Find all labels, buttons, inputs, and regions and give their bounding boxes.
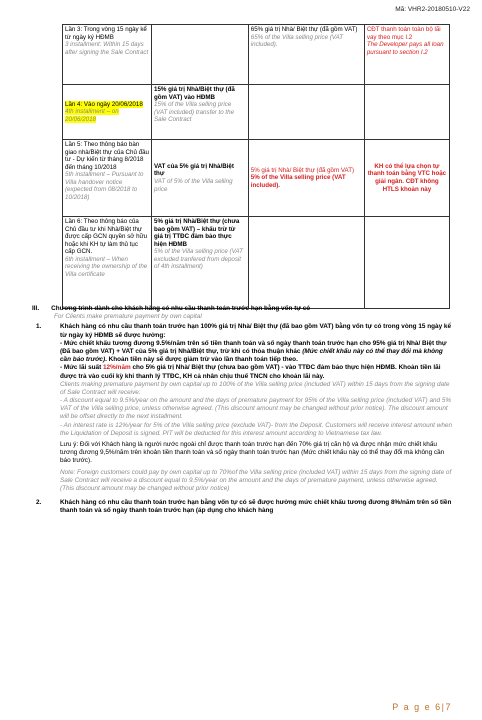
deposit-cell [152, 25, 249, 85]
item-intro: Khách hàng có nhu cầu thanh toán trước hạn 100% giá trị Nhà/ Biệt thự (đã bao gồm VAT) bằng vốn tự có trong vòng 15 ngày kể từ ngày ký HĐMB sẽ được hưởng: [60, 323, 452, 339]
english-discount: - A discount equal to 9.5%/year on the amount and the days of premature payment for 95% of the Villa selling price (included VAT) and 5% VAT of the Villa selling price, unless otherwise agreed. (This discount amount may be changed without prior notice). The discount amount will be offset directly to the next installment. [60, 397, 452, 421]
deposit-cell [152, 140, 249, 217]
page-footer [392, 702, 452, 712]
page-label: P a g e [392, 702, 432, 712]
section-subtitle: For Clients make premature payment by own capital [54, 313, 202, 321]
table-row [63, 140, 450, 217]
table-row [63, 217, 450, 309]
deposit-cell [152, 217, 249, 309]
english-intro: Clients making premature payment by own capital up to 100% of the Villa selling price (included VAT) within 15 days from the signing date of Sale Contract will receive: [60, 380, 450, 396]
section-numeral: III. [32, 305, 40, 312]
prepayment-section [32, 305, 452, 516]
installment-note: 6th installment – When receiving the ownership of the Villa certificate [65, 255, 148, 278]
item-body [60, 323, 452, 493]
deposit-label: VAT của 5% giá trị Nhà/Biệt thự [154, 162, 234, 178]
installment-label: Lần 6: Theo thông báo của Chủ đầu tư khi Nhà/Biệt thự được cấp GCN quyền sở hữu hoặc khi KH tự làm thủ tục cấp GCN. [65, 218, 148, 256]
installment-label: Lần 3: Trong vòng 15 ngày kể từ ngày ký HĐMB [65, 26, 147, 41]
interest-bullet: - Mức lãi suất 12%/năm cho 5% giá trị Nhà/ Biệt thự (chưa bao gồm VAT) - vào TTĐC đảm bảo thực hiện HĐMB. Khoản tiền lãi được trả vào cuối kỳ khi thanh lý TTĐC, KH cả nhân chịu thuế TNCN cho khoản lãi này. [60, 364, 441, 380]
installment-note: 4th installment – on 20/06/2018 [65, 108, 119, 123]
installment-cell [63, 25, 152, 85]
remark-note: The Developer pays all loan pursuant to section I.2 [366, 41, 444, 56]
installment-label: Lần 5: Theo thông báo bàn giao nhà/Biệt thự của Chủ đầu tư - Dự kiến từ tháng 8/2018 đến tháng 10/2018 [65, 141, 149, 171]
installment-label: Lần 4: Vào ngày 20/06/2018 [65, 100, 143, 108]
section-title: Chương trình dành cho khách hàng có nhu cầu thanh toán trước hạn bằng vốn tự có [51, 305, 311, 312]
installment-cell [63, 85, 152, 140]
table-row [63, 25, 450, 85]
section-heading [32, 305, 452, 313]
payment-label: 5% giá trị Nhà/ Biệt thự (đã gồm VAT) [250, 166, 355, 174]
installment-cell [63, 217, 152, 309]
payment-note: 5% of the Villa selling price (VAT included). [250, 174, 346, 189]
english-interest: - An interest rate is 12%/year for 5% of the Villa selling price (exclude VAT)- from the Deposit. Customers will receive interest amount when the Liquidation of Deposit is signed. PIT will be deducted for this interest amount according to Vietnamese tax law. [60, 421, 453, 437]
remark-label: CĐT thanh toán toàn bộ lãi vay theo mục I.2 [366, 26, 441, 41]
list-item [32, 323, 452, 493]
remark-label: KH có thể lựa chọn tự thanh toán bằng VTC hoặc giải ngân. CĐT không HTLS khoản này [367, 162, 447, 193]
remark-cell [364, 25, 449, 85]
foreign-note: Lưu ý: Đối với Khách hàng là người nước ngoài chỉ được thanh toán trước hạn đến 70% giá trị căn hộ và được nhận mức chiết khấu tương đương 9,5%/năm trên khoản tiền thanh toán và số ngày thanh toán trước hạn (Mức chiết khấu này có thể thay đổi mà không cần báo trước). [60, 441, 445, 465]
installment-cell [63, 140, 152, 217]
table-row [63, 85, 450, 140]
deposit-note: 15% of the Villa selling price (VAT included) transfer to the Sale Contract [154, 101, 235, 124]
payment-cell [248, 85, 364, 140]
deposit-cell [152, 85, 249, 140]
installment-note: 3 installment: Within 15 days after signing the Sale Contract [65, 41, 149, 56]
installment-note: 5th installment – Pursuant to Villa handover notice (expected from 08/2018 to 10/2018) [65, 171, 144, 201]
deposit-label: 5% giá trị Nhà/Biệt thự (chưa bao gồm VAT) – khấu trừ từ giá trị TTĐC đảm bảo thực hiện HĐMB [154, 218, 240, 248]
remark-cell [364, 217, 449, 309]
list-item [32, 499, 452, 515]
payment-cell [248, 217, 364, 309]
deposit-note: 5% of the Villa selling price (VAT excluded tranfered from deposit of 4th installment) [154, 248, 243, 271]
deposit-note: VAT of 5% of the Villa selling price [154, 178, 233, 193]
remark-cell [364, 140, 449, 217]
payment-cell [248, 140, 364, 217]
remark-cell [364, 85, 449, 140]
page-separator: | [441, 702, 446, 712]
item-number: 1. [36, 323, 42, 331]
payment-note: 65% of the Villa selling price (VAT included). [250, 33, 344, 49]
deposit-label: 15% giá trị Nhà/Biệt thự (đã gồm VAT) vào HĐMB [154, 86, 235, 101]
item-number: 2. [36, 499, 42, 507]
payment-schedule-table [62, 24, 450, 309]
page-number: 6 [435, 702, 442, 712]
payment-cell [248, 25, 364, 85]
item-body: Khách hàng có nhu cầu thanh toán trước hạn bằng vốn tự có sẽ được hưởng mức chiết khấu tương đương 8%/năm trên số tiền thanh toán và số ngày thanh toán trước hạn (áp dụng cho khách hàng [60, 499, 452, 515]
page-total: 7 [445, 702, 452, 712]
payment-label: 65% giá trị Nhà/ Biệt thự (đã gồm VAT) [250, 26, 358, 33]
discount-bullet: - Mức chiết khấu tương đương 9.5%/năm trên số tiền thanh toán và số ngày thanh toán trước hạn cho 95% giá trị Nhà/ Biệt thự (Đã bao gồm VAT) + VAT của 5% giá trị Nhà/Biệt thự, trừ khi có thỏa thuận khác (Mức chiết khấu này có thể thay đổi mà không cần báo trước). Khoản tiền này sẽ được giảm trừ vào lần thanh toán tiếp theo. [60, 339, 447, 364]
document-code: Mã: VHR2-20180510-V22 [395, 6, 470, 13]
foreign-note-english: Note: Foreign customers could pay by own capital up to 70%of the Villa selling price (included VAT) within 15 days from the signing date of Sale Contract will receive a discount equal to 9.5%/year on the amount and the days of premature payment, unless otherwise agreed. (This discount amount may be changed without prior notice) [60, 468, 452, 492]
